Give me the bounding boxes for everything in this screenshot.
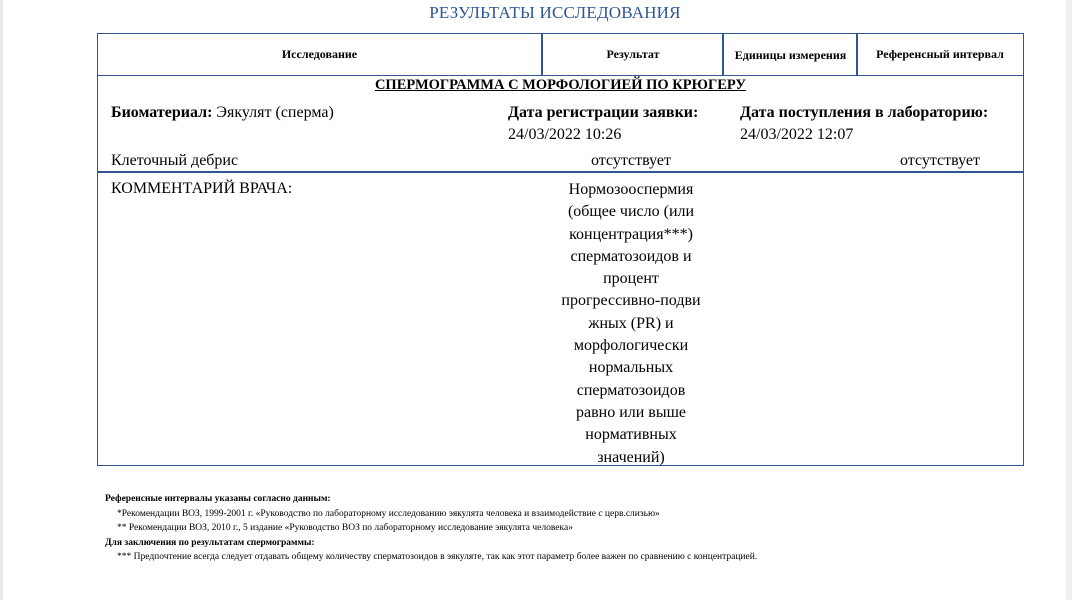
header-result: Результат bbox=[606, 47, 660, 61]
biomaterial bbox=[111, 102, 334, 124]
header-divider bbox=[722, 34, 724, 75]
document-title: РЕЗУЛЬТАТЫ ИССЛЕДОВАНИЯ bbox=[429, 3, 681, 22]
footnotes bbox=[105, 492, 757, 565]
biomaterial-label: Биоматериал: bbox=[111, 104, 213, 121]
comment-line: Нормозооспермия bbox=[568, 181, 694, 198]
row-reference: отсутствует bbox=[899, 152, 981, 169]
comment-label: КОММЕНТАРИЙ ВРАЧА: bbox=[111, 180, 293, 197]
arrival-label: Дата поступления в лабораторию: bbox=[740, 104, 989, 121]
registration-date bbox=[508, 102, 698, 146]
comment-line: равно или выше bbox=[575, 403, 687, 421]
registration-label: Дата регистрации заявки: bbox=[508, 104, 699, 121]
registration-value: 24/03/2022 10:26 bbox=[508, 126, 622, 143]
row-divider bbox=[98, 171, 1023, 173]
footnote-ref-heading: Референсные интервалы указаны согласно данным: bbox=[105, 494, 331, 504]
comment-line: процент bbox=[603, 270, 659, 288]
comment-line: (общее число (или bbox=[567, 203, 695, 221]
comment-line: нормативных bbox=[585, 426, 677, 444]
results-table bbox=[97, 33, 1024, 466]
comment-line: морфологически bbox=[573, 337, 689, 355]
header-study: Исследование bbox=[281, 47, 358, 61]
comment-line: сперматозоидов bbox=[576, 381, 686, 399]
comment-line: нормальных bbox=[588, 359, 674, 377]
footnote-conclusion-heading: Для заключения по результатам спермограммы: bbox=[105, 537, 315, 548]
biomaterial-value: Эякулят (сперма) bbox=[216, 104, 334, 121]
comment-text bbox=[538, 179, 724, 469]
header-units: Единицы измерения bbox=[734, 48, 847, 62]
comment-line: концентрация***) bbox=[569, 225, 693, 243]
arrival-date bbox=[740, 102, 988, 146]
footnote-conclusion-note: *** Предпочтение всегда следует отдавать общему количеству сперматозоидов в эякуляте, так как этот параметр более важен по сравнению с концентрацией. bbox=[117, 552, 758, 562]
row-name: Клеточный дебрис bbox=[111, 152, 239, 169]
footnote-ref-1: *Рекомендации ВОЗ, 1999-2001 г. «Руководство по лабораторному исследованию эякулята человека и взаимодействие с церв.слизью» bbox=[117, 508, 660, 519]
page-right-edge bbox=[1066, 0, 1072, 600]
page-left-edge bbox=[0, 0, 3, 600]
footnote-ref-2: ** Рекомендации ВОЗ, 2010 г., 5 издание «Руководство ВОЗ по лабораторному исследование эякулята человека» bbox=[117, 523, 573, 533]
comment-line: сперматозоидов и bbox=[570, 247, 692, 265]
comment-line: жных (PR) и bbox=[588, 314, 674, 332]
comment-line: значений) bbox=[597, 448, 665, 466]
section-title: СПЕРМОГРАММА С МОРФОЛОГИЕЙ ПО КРЮГЕРУ bbox=[374, 77, 747, 93]
row-result: отсутствует bbox=[590, 152, 672, 169]
arrival-value: 24/03/2022 12:07 bbox=[740, 126, 854, 143]
table-header-row bbox=[98, 34, 1023, 76]
comment-line: прогрессивно-подви bbox=[561, 292, 701, 310]
header-reference: Референсный интервал bbox=[876, 47, 1004, 61]
